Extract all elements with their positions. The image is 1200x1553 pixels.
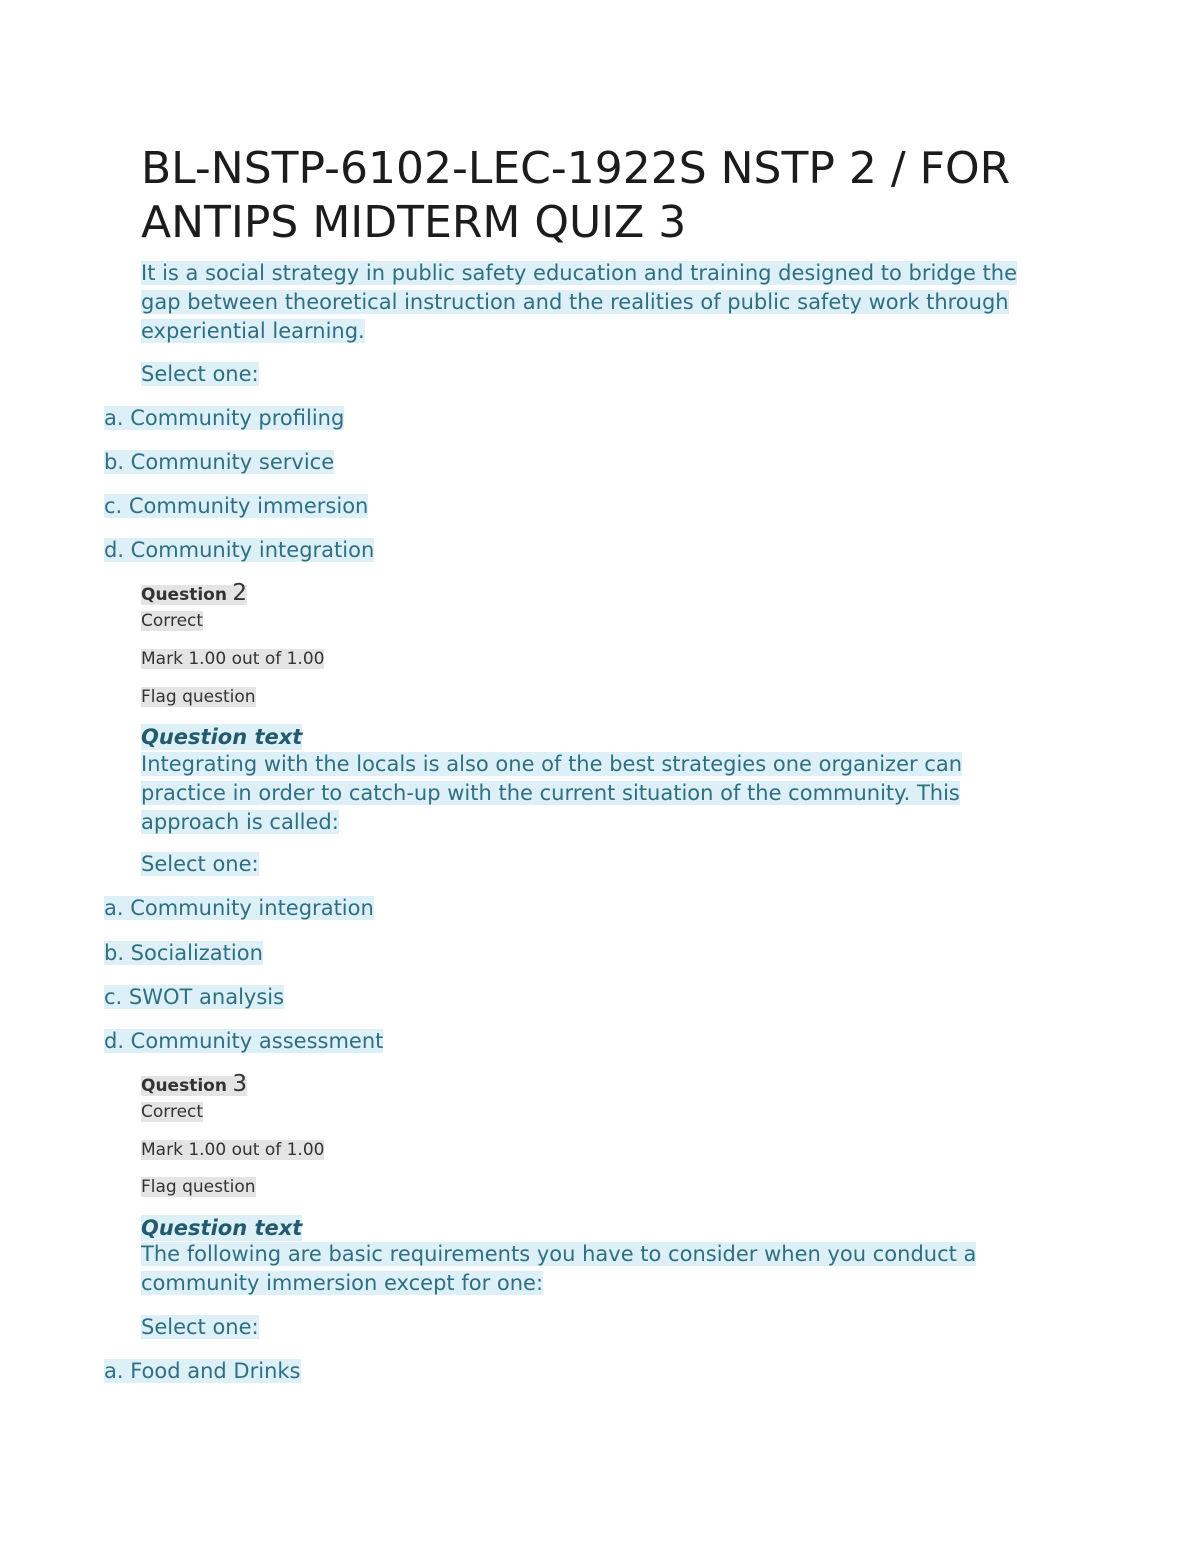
question-2-flag[interactable]: Flag question (141, 687, 256, 707)
question-1-select-label: Select one: (141, 362, 259, 386)
question-3-state: Correct (141, 1102, 204, 1122)
question-1-option-b[interactable]: b. Community service (104, 450, 335, 474)
question-2-select-label: Select one: (141, 852, 259, 876)
question-2-option-a[interactable]: a. Community integration (104, 896, 374, 920)
page-title: BL-NSTP-6102-LEC-1922S NSTP 2 / FOR ANTIPS MIDTERM QUIZ 3 (141, 143, 1011, 248)
question-3-option-a[interactable]: a. Food and Drinks (104, 1359, 301, 1383)
question-2-option-b[interactable]: b. Socialization (104, 941, 263, 965)
question-3-text: The following are basic requirements you have to consider when you conduct a community immersion except for one: (141, 1242, 977, 1295)
question-number-value: 3 (232, 1071, 247, 1097)
question-1-option-c[interactable]: c. Community immersion (104, 494, 369, 518)
question-3-text-label: Question text (141, 1216, 303, 1240)
question-2-state: Correct (141, 611, 204, 631)
question-2-text-label: Question text (141, 725, 303, 749)
question-number-label: Question (141, 585, 227, 605)
question-2-option-d[interactable]: d. Community assessment (104, 1029, 384, 1053)
question-3-flag[interactable]: Flag question (141, 1177, 256, 1197)
question-2-number (141, 582, 247, 606)
question-2-option-c[interactable]: c. SWOT analysis (104, 985, 285, 1009)
question-3-select-label: Select one: (141, 1315, 259, 1339)
question-2-text: Integrating with the locals is also one of the best strategies one organizer can practice in order to catch-up with the current situation of the community. This approach is called: (141, 752, 963, 834)
question-1-option-a[interactable]: a. Community profiling (104, 406, 345, 430)
question-3-number (141, 1073, 247, 1097)
question-3-mark: Mark 1.00 out of 1.00 (141, 1140, 325, 1160)
question-number-label: Question (141, 1076, 227, 1096)
question-1-option-d[interactable]: d. Community integration (104, 538, 375, 562)
question-2-mark: Mark 1.00 out of 1.00 (141, 649, 325, 669)
question-1-text: It is a social strategy in public safety education and training designed to bridge the gap between theoretical instruction and the realities of public safety work through experiential learning. (141, 261, 1018, 343)
question-number-value: 2 (232, 580, 247, 606)
